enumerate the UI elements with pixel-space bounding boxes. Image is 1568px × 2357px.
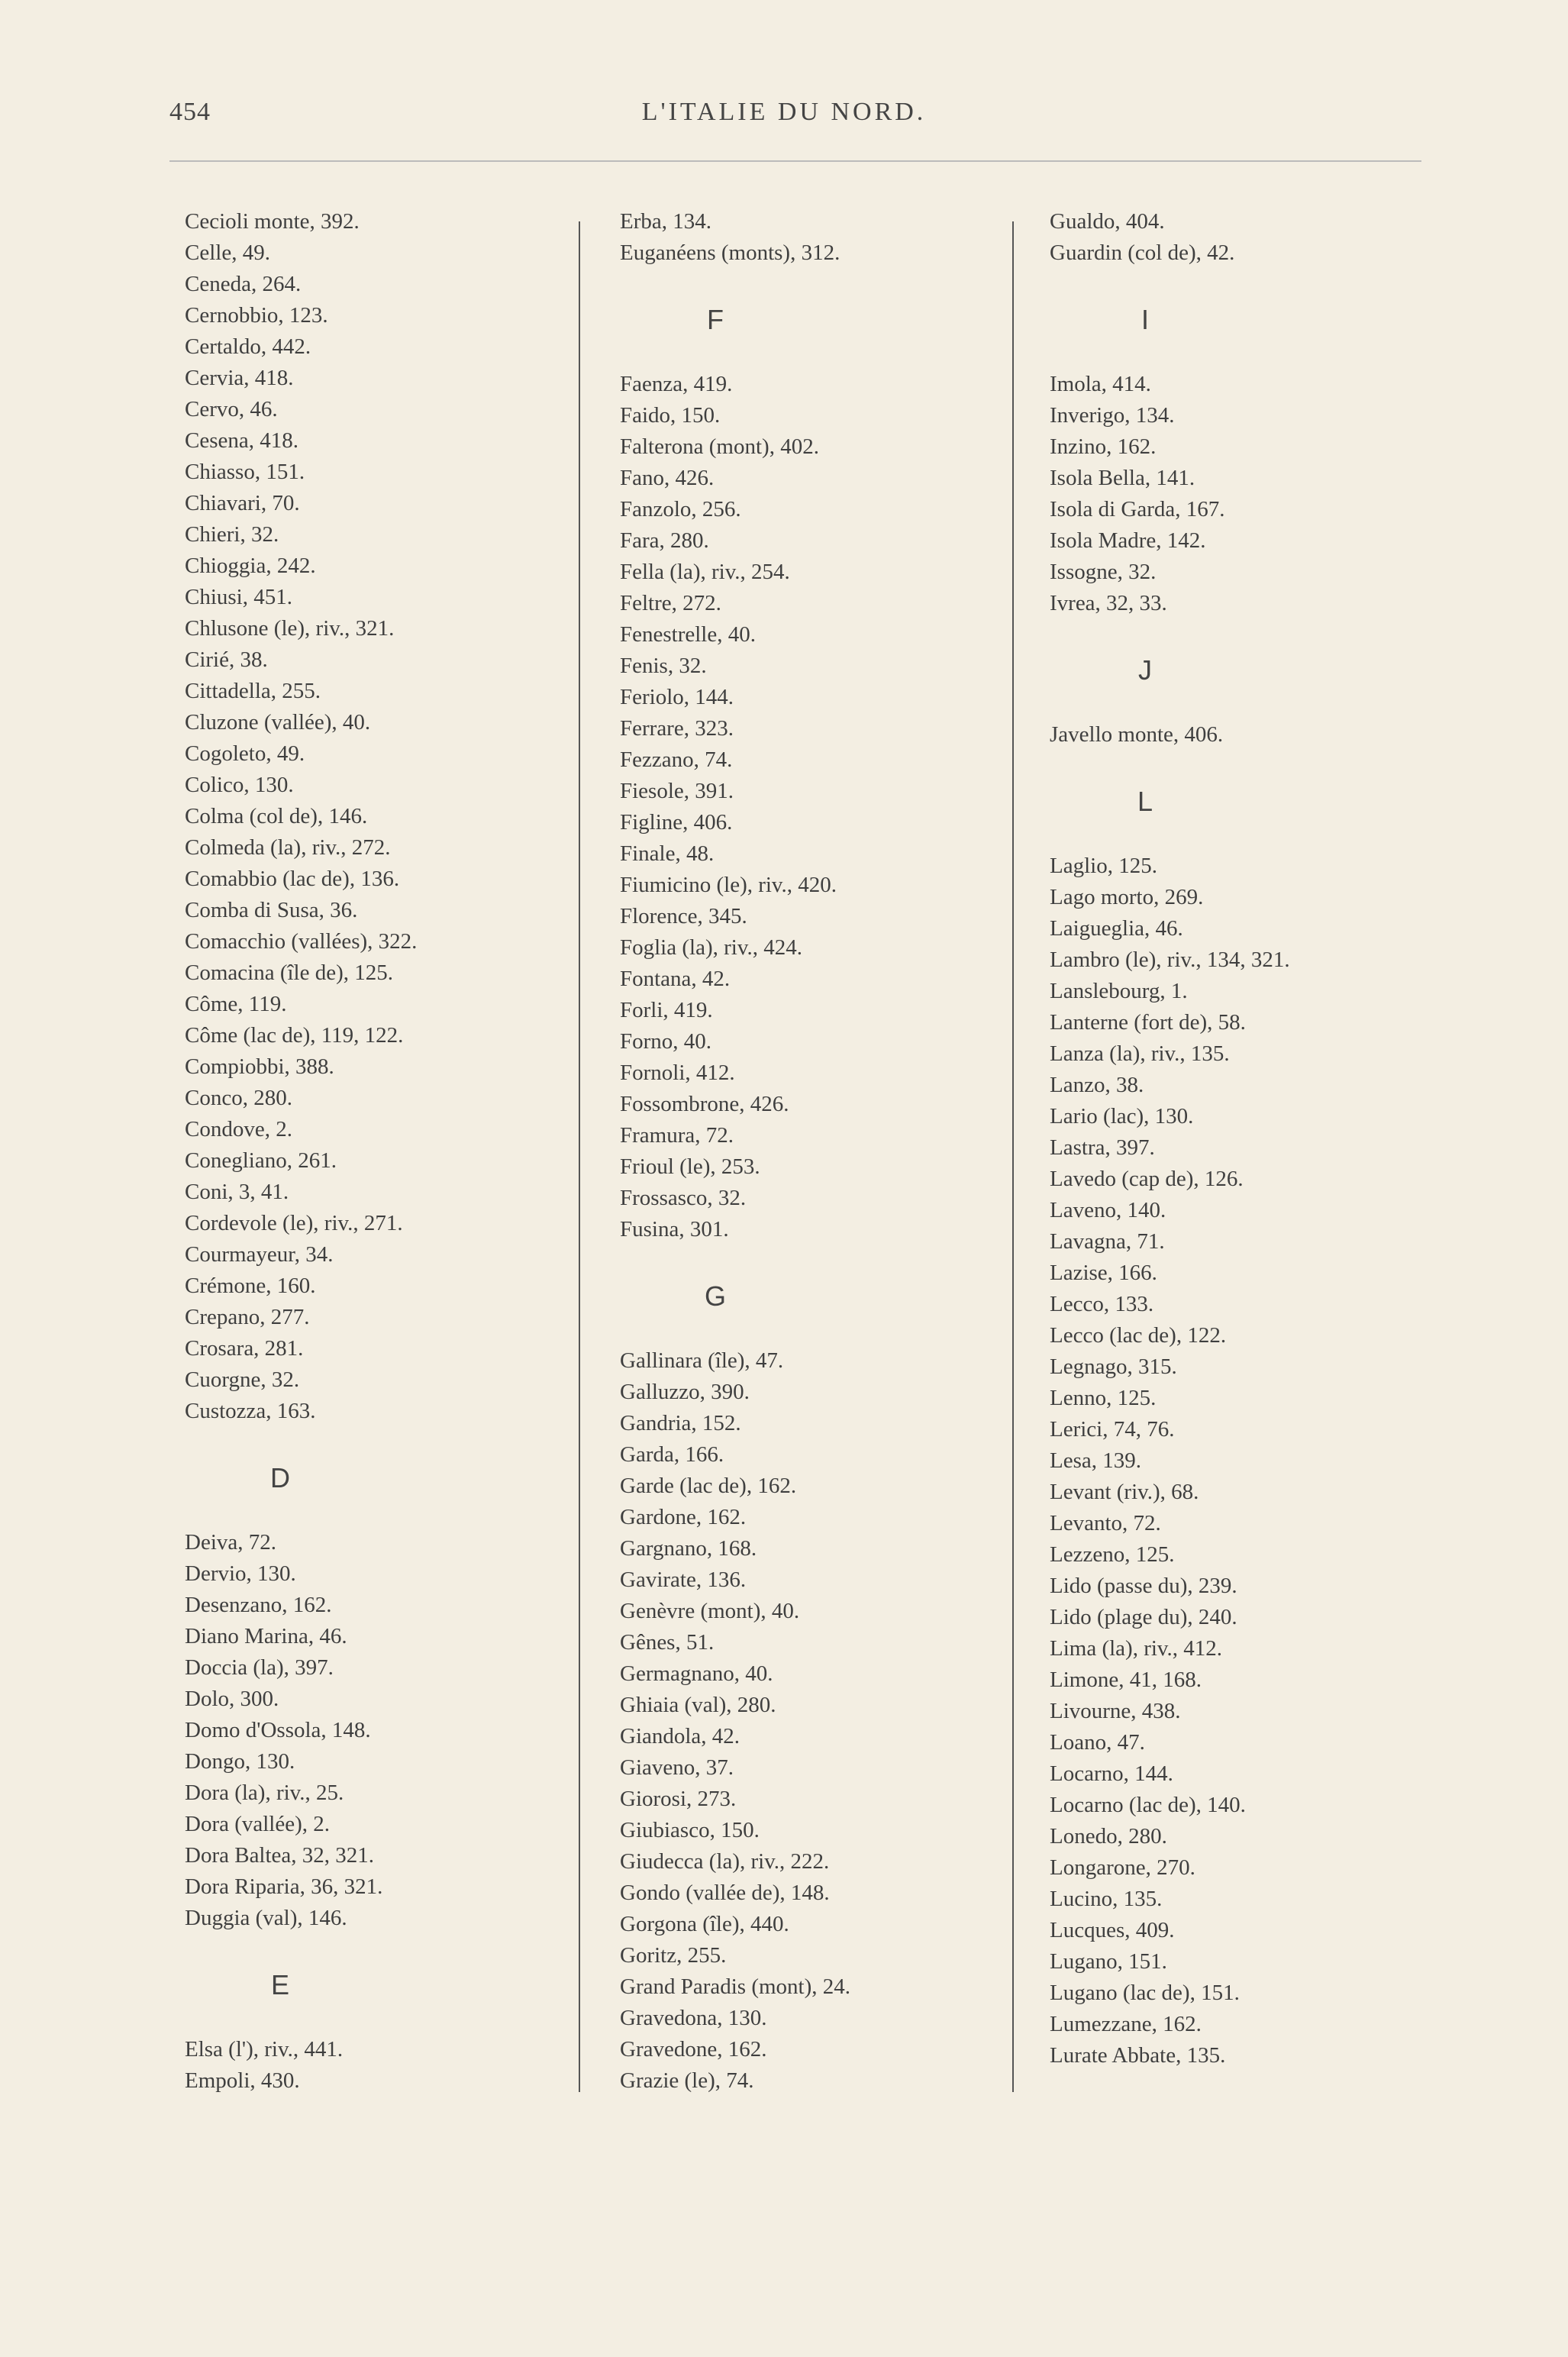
index-entry: Lido (passe du), 239. — [1050, 1574, 1237, 1598]
section-letter-heading: L — [1137, 786, 1153, 817]
index-entry: Fontana, 42. — [620, 967, 731, 991]
index-entry: Falterona (mont), 402. — [620, 434, 819, 459]
index-entry: Forli, 419. — [620, 998, 713, 1022]
index-entry: Colma (col de), 146. — [185, 804, 368, 828]
index-entry: Colico, 130. — [185, 773, 294, 797]
index-entry: Côme (lac de), 119, 122. — [185, 1023, 404, 1048]
index-entry: Lumezzane, 162. — [1050, 2012, 1202, 2036]
index-entry: Certaldo, 442. — [185, 334, 311, 359]
index-entry: Frioul (le), 253. — [620, 1154, 760, 1179]
index-entry: Isola di Garda, 167. — [1050, 497, 1225, 521]
index-entry: Ivrea, 32, 33. — [1050, 591, 1167, 615]
index-entry: Gardone, 162. — [620, 1505, 747, 1529]
index-entry: Lazise, 166. — [1050, 1261, 1157, 1285]
index-entry: Cuorgne, 32. — [185, 1367, 300, 1392]
index-entry: Deiva, 72. — [185, 1530, 276, 1555]
index-entry: Florence, 345. — [620, 904, 747, 928]
index-entry: Dervio, 130. — [185, 1561, 296, 1586]
index-entry: Garde (lac de), 162. — [620, 1474, 797, 1498]
index-entry: Lastra, 397. — [1050, 1135, 1155, 1160]
index-entry: Isola Madre, 142. — [1050, 528, 1206, 553]
index-entry: Conegliano, 261. — [185, 1148, 337, 1173]
index-entry: Livourne, 438. — [1050, 1699, 1181, 1723]
index-entry: Chlusone (le), riv., 321. — [185, 616, 395, 641]
index-entry: Courmayeur, 34. — [185, 1242, 334, 1267]
index-entry: Euganéens (monts), 312. — [620, 241, 840, 265]
index-entry: Dora (la), riv., 25. — [185, 1781, 344, 1805]
index-entry: Chiavari, 70. — [185, 491, 300, 515]
index-entry: Comba di Susa, 36. — [185, 898, 358, 922]
index-entry: Crémone, 160. — [185, 1274, 316, 1298]
index-entry: Giandola, 42. — [620, 1724, 740, 1748]
index-entry: Garda, 166. — [620, 1442, 724, 1467]
index-entry: Forno, 40. — [620, 1029, 712, 1054]
index-entry: Chiasso, 151. — [185, 460, 305, 484]
index-entry: Giudecca (la), riv., 222. — [620, 1849, 830, 1874]
index-entry: Gondo (vallée de), 148. — [620, 1881, 830, 1905]
index-entry: Fano, 426. — [620, 466, 715, 490]
index-entry: Chiusi, 451. — [185, 585, 292, 609]
index-entry: Fornoli, 412. — [620, 1061, 735, 1085]
index-entry: Coni, 3, 41. — [185, 1180, 289, 1204]
index-entry: Lario (lac), 130. — [1050, 1104, 1194, 1128]
index-entry: Goritz, 255. — [620, 1943, 727, 1968]
running-title: L'ITALIE DU NORD. — [641, 98, 927, 126]
index-entry: Cittadella, 255. — [185, 679, 321, 703]
index-entry: Giorosi, 273. — [620, 1787, 737, 1811]
index-entry: Guardin (col de), 42. — [1050, 241, 1235, 265]
index-entry: Imola, 414. — [1050, 372, 1151, 396]
index-entry: Erba, 134. — [620, 209, 711, 234]
index-entry: Fezzano, 74. — [620, 747, 733, 772]
section-letter-heading: E — [270, 1969, 289, 2000]
index-entry: Gargnano, 168. — [620, 1536, 757, 1561]
index-column-2 — [620, 206, 1002, 2097]
index-entry: Gualdo, 404. — [1050, 209, 1165, 234]
index-entry: Domo d'Ossola, 148. — [185, 1718, 371, 1742]
index-entry: Locarno, 144. — [1050, 1761, 1173, 1786]
index-entry: Framura, 72. — [620, 1123, 734, 1148]
index-entry: Lanslebourg, 1. — [1050, 979, 1188, 1003]
index-entry: Lucques, 409. — [1050, 1918, 1175, 1942]
index-entry: Frossasco, 32. — [620, 1186, 747, 1210]
index-entry: Foglia (la), riv., 424. — [620, 935, 802, 960]
index-entry: Lezzeno, 125. — [1050, 1542, 1175, 1567]
index-entry: Gravedone, 162. — [620, 2037, 767, 2062]
index-entry: Lavedo (cap de), 126. — [1050, 1167, 1244, 1191]
index-entry: Côme, 119. — [185, 992, 287, 1016]
header-rule — [169, 160, 1421, 162]
index-entry: Grazie (le), 74. — [620, 2068, 754, 2093]
index-entry: Chieri, 32. — [185, 522, 279, 547]
column-divider — [1012, 221, 1014, 2092]
index-entry: Lanterne (fort de), 58. — [1050, 1010, 1246, 1035]
index-entry: Lurate Abbate, 135. — [1050, 2043, 1226, 2068]
index-entry: Cirié, 38. — [185, 647, 268, 672]
index-column-1 — [185, 206, 566, 2097]
section-letter-heading: I — [1141, 304, 1149, 335]
index-entry: Ceneda, 264. — [185, 272, 302, 296]
index-entry: Dolo, 300. — [185, 1687, 279, 1711]
index-entry: Giaveno, 37. — [620, 1755, 734, 1780]
index-entry: Lima (la), riv., 412. — [1050, 1636, 1223, 1661]
index-entry: Comabbio (lac de), 136. — [185, 867, 400, 891]
index-entry: Gandria, 152. — [620, 1411, 741, 1435]
section-letter-heading: F — [707, 304, 724, 335]
index-entry: Gorgona (île), 440. — [620, 1912, 789, 1936]
index-entry: Feltre, 272. — [620, 591, 721, 615]
index-entry: Celle, 49. — [185, 241, 270, 265]
index-entry: Lugano (lac de), 151. — [1050, 1981, 1240, 2005]
index-entry: Dora Riparia, 36, 321. — [185, 1874, 383, 1899]
index-entry: Faido, 150. — [620, 403, 721, 428]
index-entry: Inverigo, 134. — [1050, 403, 1175, 428]
index-entry: Levant (riv.), 68. — [1050, 1480, 1199, 1504]
index-entry: Laglio, 125. — [1050, 854, 1157, 878]
index-entry: Lido (plage du), 240. — [1050, 1605, 1237, 1629]
index-entry: Crosara, 281. — [185, 1336, 304, 1361]
section-letter-heading: J — [1138, 654, 1152, 686]
index-entry: Dora (vallée), 2. — [185, 1812, 331, 1836]
index-entry: Fiesole, 391. — [620, 779, 734, 803]
index-entry: Fanzolo, 256. — [620, 497, 741, 521]
index-entry: Lecco, 133. — [1050, 1292, 1154, 1316]
index-entry: Lonedo, 280. — [1050, 1824, 1167, 1848]
index-entry: Feriolo, 144. — [620, 685, 734, 709]
index-entry: Cluzone (vallée), 40. — [185, 710, 371, 735]
index-entry: Figline, 406. — [620, 810, 733, 835]
index-entry: Ghiaia (val), 280. — [620, 1693, 776, 1717]
index-entry: Crepano, 277. — [185, 1305, 310, 1329]
index-entry: Levanto, 72. — [1050, 1511, 1161, 1535]
index-entry: Lambro (le), riv., 134, 321. — [1050, 948, 1290, 972]
index-entry: Empoli, 430. — [185, 2068, 300, 2093]
index-entry: Limone, 41, 168. — [1050, 1668, 1202, 1692]
page-number: 454 — [169, 98, 211, 126]
index-entry: Lerici, 74, 76. — [1050, 1417, 1175, 1442]
index-entry: Cordevole (le), riv., 271. — [185, 1211, 403, 1235]
index-entry: Fusina, 301. — [620, 1217, 729, 1241]
index-entry: Lugano, 151. — [1050, 1949, 1167, 1974]
index-entry: Gravedona, 130. — [620, 2006, 767, 2030]
index-entry: Cogoleto, 49. — [185, 741, 305, 766]
index-entry: Faenza, 419. — [620, 372, 733, 396]
index-entry: Comacina (île de), 125. — [185, 961, 393, 985]
index-entry: Desenzano, 162. — [185, 1593, 332, 1617]
index-entry: Cervia, 418. — [185, 366, 294, 390]
index-entry: Gênes, 51. — [620, 1630, 715, 1655]
index-entry: Duggia (val), 146. — [185, 1906, 347, 1930]
index-entry: Finale, 48. — [620, 841, 715, 866]
index-entry: Cervo, 46. — [185, 397, 278, 421]
index-entry: Giubiasco, 150. — [620, 1818, 760, 1842]
index-entry: Fella (la), riv., 254. — [620, 560, 790, 584]
column-divider — [579, 221, 580, 2092]
index-entry: Loano, 47. — [1050, 1730, 1145, 1755]
index-entry: Lanzo, 38. — [1050, 1073, 1144, 1097]
index-entry: Compiobbi, 388. — [185, 1054, 334, 1079]
index-entry: Fara, 280. — [620, 528, 709, 553]
index-entry: Doccia (la), 397. — [185, 1655, 334, 1680]
index-entry: Conco, 280. — [185, 1086, 292, 1110]
index-entry: Laveno, 140. — [1050, 1198, 1166, 1222]
index-entry: Gallinara (île), 47. — [620, 1348, 784, 1373]
index-entry: Javello monte, 406. — [1050, 722, 1224, 747]
index-entry: Lucino, 135. — [1050, 1887, 1163, 1911]
index-entry: Laigueglia, 46. — [1050, 916, 1183, 941]
page-header — [0, 98, 1568, 144]
index-entry: Cernobbio, 123. — [185, 303, 328, 328]
index-entry: Elsa (l'), riv., 441. — [185, 2037, 344, 2062]
index-entry: Longarone, 270. — [1050, 1855, 1195, 1880]
index-entry: Galluzzo, 390. — [620, 1380, 750, 1404]
index-entry: Fenestrelle, 40. — [620, 622, 756, 647]
index-entry: Lavagna, 71. — [1050, 1229, 1165, 1254]
index-entry: Fenis, 32. — [620, 654, 707, 678]
index-entry: Legnago, 315. — [1050, 1354, 1177, 1379]
index-entry: Isola Bella, 141. — [1050, 466, 1195, 490]
index-entry: Lesa, 139. — [1050, 1448, 1141, 1473]
index-entry: Custozza, 163. — [185, 1399, 316, 1423]
index-entry: Germagnano, 40. — [620, 1661, 773, 1686]
index-entry: Locarno (lac de), 140. — [1050, 1793, 1246, 1817]
index-entry: Lecco (lac de), 122. — [1050, 1323, 1227, 1348]
index-entry: Cesena, 418. — [185, 428, 298, 453]
index-entry: Chioggia, 242. — [185, 554, 316, 578]
index-entry: Cecioli monte, 392. — [185, 209, 360, 234]
index-entry: Ferrare, 323. — [620, 716, 734, 741]
index-entry: Comacchio (vallées), 322. — [185, 929, 418, 954]
index-entry: Lanza (la), riv., 135. — [1050, 1041, 1230, 1066]
section-letter-heading: G — [704, 1280, 726, 1312]
index-entry: Fiumicino (le), riv., 420. — [620, 873, 837, 897]
index-entry: Fossombrone, 426. — [620, 1092, 789, 1116]
index-entry: Inzino, 162. — [1050, 434, 1157, 459]
index-entry: Issogne, 32. — [1050, 560, 1157, 584]
index-entry: Lenno, 125. — [1050, 1386, 1157, 1410]
index-entry: Genèvre (mont), 40. — [620, 1599, 800, 1623]
index-entry: Dora Baltea, 32, 321. — [185, 1843, 375, 1868]
index-entry: Grand Paradis (mont), 24. — [620, 1974, 851, 1999]
index-entry: Condove, 2. — [185, 1117, 292, 1141]
index-entry: Diano Marina, 46. — [185, 1624, 347, 1648]
index-entry: Colmeda (la), riv., 272. — [185, 835, 391, 860]
index-column-3 — [1050, 206, 1462, 2071]
index-entry: Gavirate, 136. — [620, 1568, 747, 1592]
index-entry: Lago morto, 269. — [1050, 885, 1204, 909]
section-letter-heading: D — [270, 1462, 290, 1493]
index-entry: Dongo, 130. — [185, 1749, 295, 1774]
